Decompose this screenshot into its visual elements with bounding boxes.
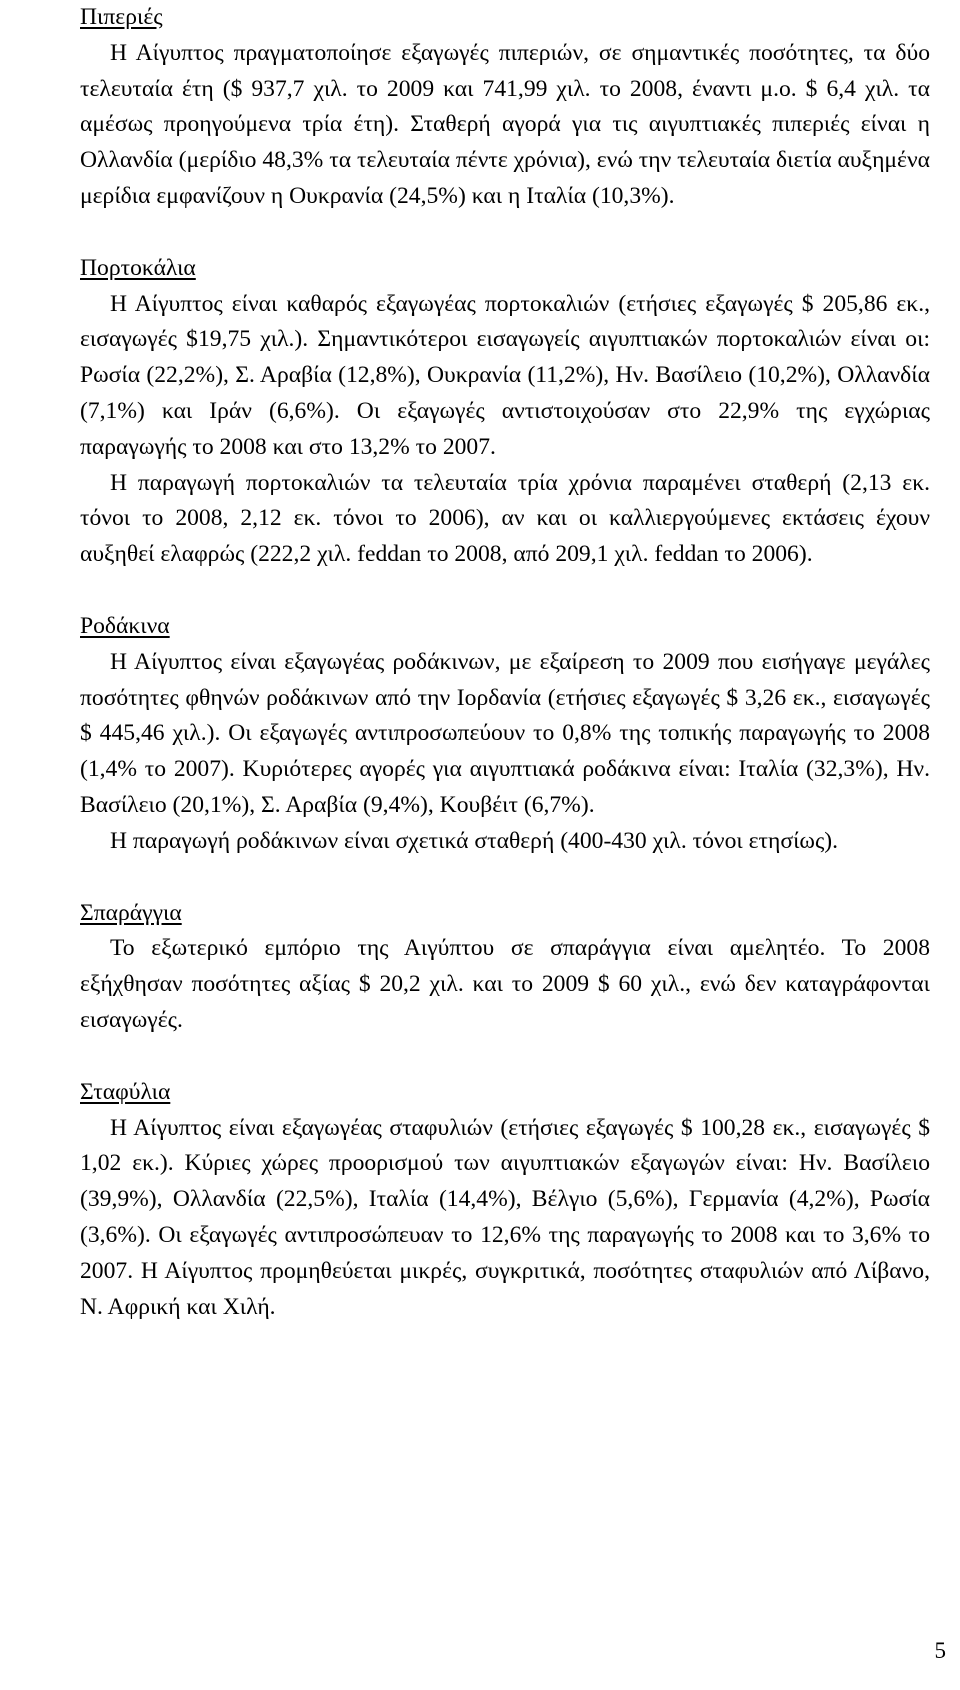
section-spacer — [80, 1039, 930, 1075]
section-heading: Σπαράγγια — [80, 899, 182, 926]
paragraph: Το εξωτερικό εμπόριο της Αιγύπτου σε σπαράγγια είναι αμελητέο. Το 2008 εξήχθησαν ποσότητες αξίας $ 20,2 χιλ. και το 2009 $ 60 χιλ., ενώ δεν καταγράφονται εισαγωγές. — [80, 935, 930, 1033]
paragraph: Η Αίγυπτος είναι καθαρός εξαγωγέας πορτοκαλιών (ετήσιες εξαγωγές $ 205,86 εκ., εισαγωγές $19,75 χιλ.). Σημαντικότεροι εισαγωγείς αιγυπτιακών πορτοκαλιών είναι οι: Ρωσία (22,2%), Σ. Αραβία (12,8%), Ουκρανία (11,2%), Ην. Βασίλειο (10,2%), Ολλανδία (7,1%) και Ιράν (6,6%). Οι εξαγωγές αντιστοιχούσαν στο 22,9% της εγχώριας παραγωγής το 2008 και στο 13,2% το 2007. — [80, 290, 930, 460]
paragraph: Η Αίγυπτος πραγματοποίησε εξαγωγές πιπεριών, σε σημαντικές ποσότητες, τα δύο τελευταία έτη ($ 937,7 χιλ. το 2009 και 741,99 χιλ. το 2008, έναντι μ.ο. $ 6,4 χιλ. τα αμέσως προηγούμενα τρία έτη). Σταθερή αγορά για τις αιγυπτιακές πιπεριές είναι η Ολλανδία (μερίδιο 48,3% τα τελευταία πέντε χρόνια), ενώ την τελευταία διετία αυξημένα μερίδια εμφανίζουν η Ουκρανία (24,5%) και η Ιταλία (10,3%). — [80, 39, 930, 209]
page-number: 5 — [934, 1638, 946, 1663]
section-peppers — [80, 0, 930, 215]
section-heading: Πορτοκάλια — [80, 254, 196, 281]
section-heading: Σταφύλια — [80, 1078, 171, 1105]
section-spacer — [80, 860, 930, 896]
section-oranges — [80, 251, 930, 573]
section-spacer — [80, 215, 930, 251]
section-heading: Ροδάκινα — [80, 612, 170, 639]
section-asparagus — [80, 896, 930, 1039]
paragraph: Η Αίγυπτος είναι εξαγωγέας σταφυλιών (ετήσιες εξαγωγές $ 100,28 εκ., εισαγωγές $ 1,02 εκ.). Κύριες χώρες προορισμού των αιγυπτιακών εξαγωγών είναι: Ην. Βασίλειο (39,9%), Ολλανδία (22,5%), Ιταλία (14,4%), Βέλγιο (5,6%), Γερμανία (4,2%), Ρωσία (3,6%). Οι εξαγωγές αντιπροσώπευαν το 12,6% της παραγωγής το 2008 και το 3,6% το 2007. Η Αίγυπτος προμηθεύεται μικρές, συγκριτικά, ποσότητες σταφυλιών από Λίβανο, Ν. Αφρική και Χιλή. — [80, 1114, 930, 1320]
document-body — [80, 0, 930, 1325]
section-grapes — [80, 1075, 930, 1326]
paragraph: Η Αίγυπτος είναι εξαγωγέας ροδάκινων, με εξαίρεση το 2009 που εισήγαγε μεγάλες ποσότητες φθηνών ροδάκινων από την Ιορδανία (ετήσιες εξαγωγές $ 3,26 εκ., εισαγωγές $ 445,46 χιλ.). Οι εξαγωγές αντιπροσωπεύουν το 0,8% της τοπικής παραγωγής το 2008 (1,4% το 2007). Κυριότερες αγορές για αιγυπτιακά ροδάκινα είναι: Ιταλία (32,3%), Ην. Βασίλειο (20,1%), Σ. Αραβία (9,4%), Κουβέιτ (6,7%). — [80, 648, 930, 818]
paragraph: Η παραγωγή ροδάκινων είναι σχετικά σταθερή (400-430 χιλ. τόνοι ετησίως). — [110, 827, 839, 854]
paragraph: Η παραγωγή πορτοκαλιών τα τελευταία τρία χρόνια παραμένει σταθερή (2,13 εκ. τόνοι το 2008, 2,12 εκ. τόνοι το 2006), αν και οι καλλιεργούμενες εκτάσεις έχουν αυξηθεί ελαφρώς (222,2 χιλ. feddan το 2008, από 209,1 χιλ. feddan το 2006). — [80, 469, 930, 568]
section-peaches — [80, 609, 930, 860]
section-heading: Πιπεριές — [80, 4, 163, 30]
section-spacer — [80, 573, 930, 609]
